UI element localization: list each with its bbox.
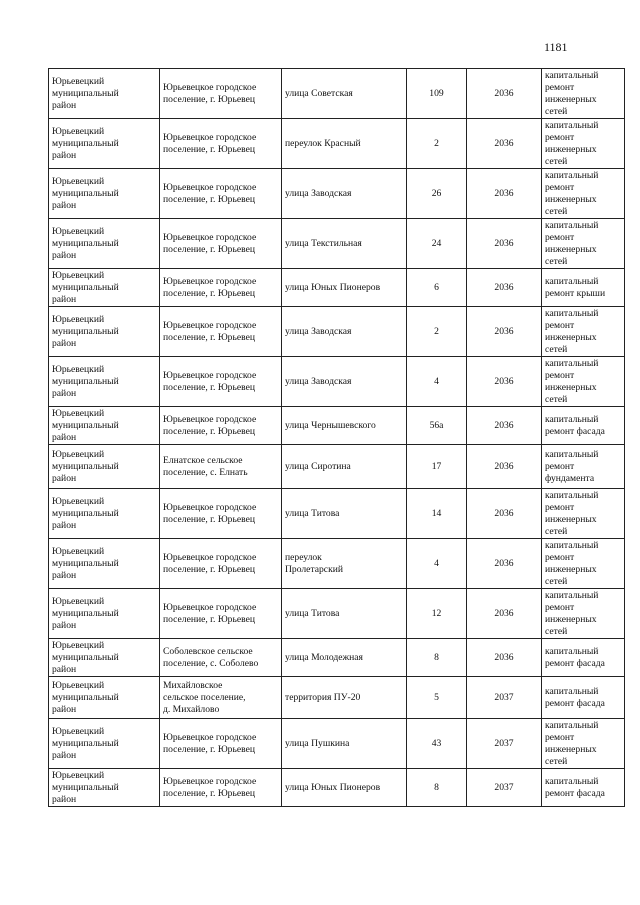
table-row (49, 769, 625, 807)
house-number-cell-text: 8 (434, 651, 439, 663)
year-cell-text: 2036 (494, 460, 514, 472)
work-type-cell (542, 269, 625, 307)
year-cell-text: 2036 (494, 281, 514, 293)
district-cell (49, 769, 160, 807)
street-cell-text: улица Титова (285, 507, 340, 519)
house-number-cell (407, 769, 467, 807)
year-cell-text: 2036 (494, 87, 514, 99)
work-type-cell (542, 445, 625, 489)
district-cell-text: Юрьевецкий муниципальный район (52, 595, 119, 631)
street-cell (282, 69, 407, 119)
street-cell-text: переулок Красный (285, 137, 361, 149)
street-cell (282, 357, 407, 407)
page-number: 1181 (544, 40, 568, 54)
work-type-cell (542, 69, 625, 119)
house-number-cell-text: 2 (434, 137, 439, 149)
work-type-cell-text: капитальный ремонт инженерных сетей (545, 307, 599, 355)
district-cell-text: Юрьевецкий муниципальный район (52, 769, 119, 805)
district-cell-text: Юрьевецкий муниципальный район (52, 639, 119, 675)
house-number-cell-text: 26 (431, 187, 442, 199)
year-cell-text: 2036 (494, 651, 514, 663)
house-number-cell (407, 119, 467, 169)
house-number-cell (407, 307, 467, 357)
street-cell-text: улица Молодежная (285, 651, 363, 663)
year-cell (467, 407, 542, 445)
street-cell (282, 677, 407, 719)
work-type-cell-text: капитальный ремонт фасада (545, 645, 605, 669)
year-cell (467, 769, 542, 807)
house-number-cell (407, 719, 467, 769)
work-type-cell-text: капитальный ремонт инженерных сетей (545, 169, 599, 217)
settlement-cell (160, 357, 282, 407)
house-number-cell-text: 6 (434, 281, 439, 293)
housing-repair-table (48, 68, 625, 807)
settlement-cell-text: Юрьевецкое городское поселение, г. Юрьевец (163, 275, 257, 299)
table-row (49, 269, 625, 307)
settlement-cell-text: Юрьевецкое городское поселение, г. Юрьевец (163, 131, 257, 155)
year-cell-text: 2036 (494, 187, 514, 199)
settlement-cell (160, 539, 282, 589)
house-number-cell (407, 539, 467, 589)
district-cell (49, 357, 160, 407)
street-cell (282, 539, 407, 589)
house-number-cell (407, 639, 467, 677)
work-type-cell-text: капитальный ремонт крыши (545, 275, 606, 299)
street-cell-text: улица Юных Пионеров (285, 781, 381, 793)
street-cell (282, 307, 407, 357)
district-cell-text: Юрьевецкий муниципальный район (52, 75, 119, 111)
district-cell-text: Юрьевецкий муниципальный район (52, 407, 119, 443)
year-cell-text: 2036 (494, 607, 514, 619)
street-cell-text: улица Чернышевского (285, 419, 376, 431)
house-number-cell (407, 357, 467, 407)
settlement-cell (160, 169, 282, 219)
district-cell (49, 269, 160, 307)
district-cell (49, 119, 160, 169)
house-number-cell (407, 169, 467, 219)
district-cell-text: Юрьевецкий муниципальный район (52, 225, 119, 261)
settlement-cell-text: Юрьевецкое городское поселение, г. Юрьевец (163, 601, 257, 625)
street-cell (282, 489, 407, 539)
street-cell (282, 445, 407, 489)
year-cell (467, 639, 542, 677)
work-type-cell-text: капитальный ремонт фундамента (545, 448, 599, 484)
house-number-cell (407, 69, 467, 119)
street-cell (282, 639, 407, 677)
work-type-cell (542, 489, 625, 539)
work-type-cell (542, 169, 625, 219)
settlement-cell (160, 769, 282, 807)
street-cell-text: улица Текстильная (285, 237, 362, 249)
house-number-cell-text: 56а (429, 419, 444, 431)
work-type-cell (542, 639, 625, 677)
settlement-cell (160, 307, 282, 357)
work-type-cell (542, 539, 625, 589)
work-type-cell-text: капитальный ремонт инженерных сетей (545, 489, 599, 537)
street-cell (282, 407, 407, 445)
year-cell-text: 2037 (494, 737, 514, 749)
settlement-cell (160, 489, 282, 539)
table-row (49, 719, 625, 769)
work-type-cell (542, 589, 625, 639)
house-number-cell-text: 4 (434, 557, 439, 569)
year-cell (467, 719, 542, 769)
year-cell (467, 589, 542, 639)
work-type-cell-text: капитальный ремонт инженерных сетей (545, 589, 599, 637)
district-cell (49, 489, 160, 539)
street-cell-text: улица Сиротина (285, 460, 351, 472)
year-cell (467, 169, 542, 219)
settlement-cell-text: Соболевское сельское поселение, с. Соболево (163, 645, 259, 669)
settlement-cell (160, 269, 282, 307)
street-cell-text: улица Заводская (285, 375, 352, 387)
house-number-cell-text: 8 (434, 781, 439, 793)
street-cell-text: территория ПУ-20 (285, 691, 361, 703)
street-cell (282, 219, 407, 269)
table-row (49, 407, 625, 445)
district-cell-text: Юрьевецкий муниципальный район (52, 679, 119, 715)
district-cell (49, 407, 160, 445)
district-cell-text: Юрьевецкий муниципальный район (52, 125, 119, 161)
house-number-cell-text: 17 (431, 460, 442, 472)
settlement-cell (160, 119, 282, 169)
work-type-cell-text: капитальный ремонт инженерных сетей (545, 719, 599, 767)
work-type-cell (542, 357, 625, 407)
district-cell-text: Юрьевецкий муниципальный район (52, 313, 119, 349)
work-type-cell (542, 119, 625, 169)
street-cell-text: улица Заводская (285, 187, 352, 199)
district-cell-text: Юрьевецкий муниципальный район (52, 545, 119, 581)
work-type-cell-text: капитальный ремонт инженерных сетей (545, 69, 599, 117)
street-cell (282, 769, 407, 807)
settlement-cell (160, 677, 282, 719)
settlement-cell-text: Юрьевецкое городское поселение, г. Юрьевец (163, 319, 257, 343)
settlement-cell-text: Юрьевецкое городское поселение, г. Юрьевец (163, 231, 257, 255)
year-cell-text: 2036 (494, 237, 514, 249)
year-cell (467, 269, 542, 307)
street-cell (282, 169, 407, 219)
district-cell (49, 69, 160, 119)
table-row (49, 169, 625, 219)
table-row (49, 589, 625, 639)
house-number-cell (407, 589, 467, 639)
work-type-cell-text: капитальный ремонт инженерных сетей (545, 119, 599, 167)
table-row (49, 639, 625, 677)
district-cell (49, 219, 160, 269)
settlement-cell-text: Юрьевецкое городское поселение, г. Юрьевец (163, 501, 257, 525)
year-cell-text: 2036 (494, 419, 514, 431)
district-cell (49, 539, 160, 589)
settlement-cell (160, 589, 282, 639)
year-cell-text: 2036 (494, 375, 514, 387)
district-cell (49, 639, 160, 677)
house-number-cell (407, 677, 467, 719)
house-number-cell (407, 269, 467, 307)
house-number-cell-text: 12 (431, 607, 442, 619)
district-cell (49, 307, 160, 357)
settlement-cell (160, 719, 282, 769)
house-number-cell-text: 24 (431, 237, 442, 249)
year-cell-text: 2036 (494, 507, 514, 519)
year-cell (467, 539, 542, 589)
settlement-cell-text: Юрьевецкое городское поселение, г. Юрьевец (163, 551, 257, 575)
table-body (49, 69, 625, 807)
year-cell (467, 357, 542, 407)
settlement-cell-text: Михайловское сельское поселение, д. Михайлово (163, 679, 246, 715)
street-cell-text: улица Заводская (285, 325, 352, 337)
street-cell (282, 719, 407, 769)
street-cell-text: улица Пушкина (285, 737, 350, 749)
settlement-cell-text: Юрьевецкое городское поселение, г. Юрьевец (163, 81, 257, 105)
district-cell (49, 169, 160, 219)
district-cell-text: Юрьевецкий муниципальный район (52, 725, 119, 761)
house-number-cell-text: 43 (431, 737, 442, 749)
work-type-cell-text: капитальный ремонт фасада (545, 413, 605, 437)
street-cell-text: улица Советская (285, 87, 353, 99)
year-cell (467, 219, 542, 269)
settlement-cell-text: Юрьевецкое городское поселение, г. Юрьевец (163, 181, 257, 205)
work-type-cell-text: капитальный ремонт фасада (545, 775, 605, 799)
settlement-cell-text: Елнатское сельское поселение, с. Елнать (163, 454, 248, 478)
work-type-cell (542, 307, 625, 357)
house-number-cell (407, 445, 467, 489)
settlement-cell (160, 407, 282, 445)
year-cell-text: 2037 (494, 781, 514, 793)
table-row (49, 119, 625, 169)
settlement-cell (160, 445, 282, 489)
settlement-cell (160, 69, 282, 119)
year-cell (467, 69, 542, 119)
work-type-cell-text: капитальный ремонт фасада (545, 685, 605, 709)
settlement-cell (160, 219, 282, 269)
house-number-cell-text: 14 (431, 507, 442, 519)
work-type-cell (542, 407, 625, 445)
table-row (49, 445, 625, 489)
settlement-cell-text: Юрьевецкое городское поселение, г. Юрьевец (163, 369, 257, 393)
house-number-cell (407, 219, 467, 269)
district-cell-text: Юрьевецкий муниципальный район (52, 448, 119, 484)
district-cell (49, 677, 160, 719)
year-cell (467, 677, 542, 719)
house-number-cell-text: 2 (434, 325, 439, 337)
table-row (49, 677, 625, 719)
street-cell-text: переулок Пролетарский (285, 551, 343, 575)
street-cell-text: улица Титова (285, 607, 340, 619)
district-cell (49, 445, 160, 489)
table-row (49, 307, 625, 357)
work-type-cell (542, 677, 625, 719)
district-cell-text: Юрьевецкий муниципальный район (52, 495, 119, 531)
district-cell (49, 719, 160, 769)
settlement-cell-text: Юрьевецкое городское поселение, г. Юрьевец (163, 413, 257, 437)
district-cell-text: Юрьевецкий муниципальный район (52, 363, 119, 399)
street-cell-text: улица Юных Пионеров (285, 281, 381, 293)
table-row (49, 489, 625, 539)
table-row (49, 539, 625, 589)
work-type-cell (542, 219, 625, 269)
table-row (49, 219, 625, 269)
district-cell-text: Юрьевецкий муниципальный район (52, 269, 119, 305)
year-cell-text: 2036 (494, 557, 514, 569)
street-cell (282, 119, 407, 169)
year-cell (467, 445, 542, 489)
house-number-cell-text: 4 (434, 375, 439, 387)
year-cell (467, 307, 542, 357)
year-cell-text: 2037 (494, 691, 514, 703)
work-type-cell-text: капитальный ремонт инженерных сетей (545, 219, 599, 267)
house-number-cell-text: 109 (429, 87, 444, 99)
settlement-cell (160, 639, 282, 677)
year-cell-text: 2036 (494, 137, 514, 149)
street-cell (282, 269, 407, 307)
settlement-cell-text: Юрьевецкое городское поселение, г. Юрьевец (163, 731, 257, 755)
settlement-cell-text: Юрьевецкое городское поселение, г. Юрьевец (163, 775, 257, 799)
year-cell (467, 489, 542, 539)
district-cell (49, 589, 160, 639)
house-number-cell (407, 407, 467, 445)
district-cell-text: Юрьевецкий муниципальный район (52, 175, 119, 211)
work-type-cell-text: капитальный ремонт инженерных сетей (545, 357, 599, 405)
work-type-cell (542, 719, 625, 769)
table-row (49, 69, 625, 119)
street-cell (282, 589, 407, 639)
work-type-cell (542, 769, 625, 807)
table-row (49, 357, 625, 407)
work-type-cell-text: капитальный ремонт инженерных сетей (545, 539, 599, 587)
year-cell (467, 119, 542, 169)
year-cell-text: 2036 (494, 325, 514, 337)
house-number-cell (407, 489, 467, 539)
house-number-cell-text: 5 (434, 691, 439, 703)
